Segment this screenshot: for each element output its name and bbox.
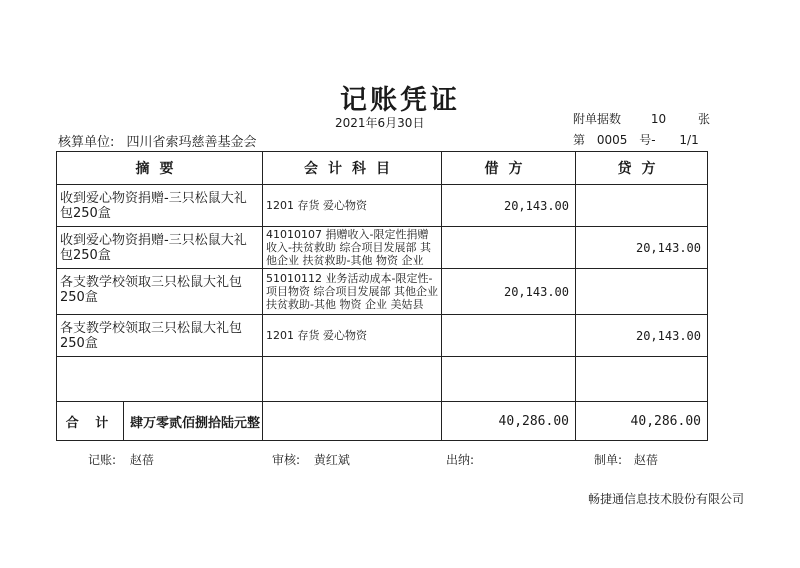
preparer-signature	[594, 451, 658, 468]
row-debit: 20,143.00	[442, 185, 576, 227]
header-credit: 贷方	[576, 152, 708, 185]
row-debit	[442, 315, 576, 357]
header-account: 会计科目	[263, 152, 442, 185]
attachments-unit: 张	[697, 112, 710, 126]
reviewer-label: 审核:	[272, 453, 301, 467]
row-account	[263, 357, 442, 402]
total-empty-cell	[263, 402, 442, 441]
cashier-label: 出纳:	[446, 453, 475, 467]
row-summary: 各支教学校领取三只松鼠大礼包250盒	[57, 269, 263, 315]
row-credit: 20,143.00	[576, 227, 708, 269]
row-credit	[576, 269, 708, 315]
accounting-unit	[58, 131, 257, 150]
total-in-words: 肆万零贰佰捌拾陆元整	[130, 415, 261, 431]
table-row	[57, 315, 708, 357]
total-row	[57, 402, 708, 441]
voucher-no-label: 第	[573, 133, 586, 147]
preparer-label: 制单:	[594, 453, 623, 467]
voucher-no: 0005	[596, 133, 628, 147]
preparer-name: 赵蓓	[633, 453, 658, 467]
attachments-label: 附单据数	[573, 112, 622, 126]
row-summary	[57, 357, 263, 402]
total-cell	[57, 402, 263, 441]
voucher-table	[56, 151, 708, 441]
voucher-title: 记账凭证	[340, 85, 460, 116]
row-account: 41010107 捐赠收入-限定性捐赠收入-扶贫救助 综合项目发展部 其他企业 扶贫救助-其他 物资 企业	[263, 227, 442, 269]
cashier-signature	[446, 451, 484, 468]
total-label: 合 计	[57, 402, 124, 440]
row-summary: 各支教学校领取三只松鼠大礼包250盒	[57, 315, 263, 357]
table-header-row	[57, 152, 708, 185]
reviewer-signature	[272, 451, 350, 468]
row-summary: 收到爱心物资捐赠-三只松鼠大礼包250盒	[57, 185, 263, 227]
row-credit	[576, 357, 708, 402]
header-summary: 摘要	[57, 152, 263, 185]
header-debit: 借方	[442, 152, 576, 185]
total-credit: 40,286.00	[576, 402, 708, 441]
table-row	[57, 269, 708, 315]
attachments-info	[573, 110, 710, 127]
voucher-page: 1/1	[679, 133, 699, 147]
row-credit	[576, 185, 708, 227]
table-row	[57, 185, 708, 227]
bookkeeper-signature	[88, 451, 154, 468]
row-account: 1201 存货 爱心物资	[263, 315, 442, 357]
row-debit: 20,143.00	[442, 269, 576, 315]
reviewer-name: 黄红斌	[313, 453, 350, 467]
voucher-number	[573, 131, 699, 148]
row-summary: 收到爱心物资捐赠-三只松鼠大礼包250盒	[57, 227, 263, 269]
unit-name: 四川省索玛慈善基金会	[126, 135, 257, 150]
bookkeeper-name: 赵蓓	[129, 453, 154, 467]
row-credit: 20,143.00	[576, 315, 708, 357]
table-row	[57, 227, 708, 269]
total-debit: 40,286.00	[442, 402, 576, 441]
attachments-count: 10	[650, 112, 667, 126]
software-company: 畅捷通信息技术股份有限公司	[588, 492, 745, 506]
row-debit	[442, 357, 576, 402]
unit-label: 核算单位:	[58, 135, 115, 150]
row-debit	[442, 227, 576, 269]
voucher-no-suffix: 号-	[639, 133, 656, 147]
table-row	[57, 357, 708, 402]
voucher-date: 2021年6月30日	[335, 116, 425, 130]
bookkeeper-label: 记账:	[88, 453, 117, 467]
row-account: 1201 存货 爱心物资	[263, 185, 442, 227]
row-account: 51010112 业务活动成本-限定性-项目物资 综合项目发展部 其他企业 扶贫救助-其他 物资 企业 美姑县	[263, 269, 442, 315]
